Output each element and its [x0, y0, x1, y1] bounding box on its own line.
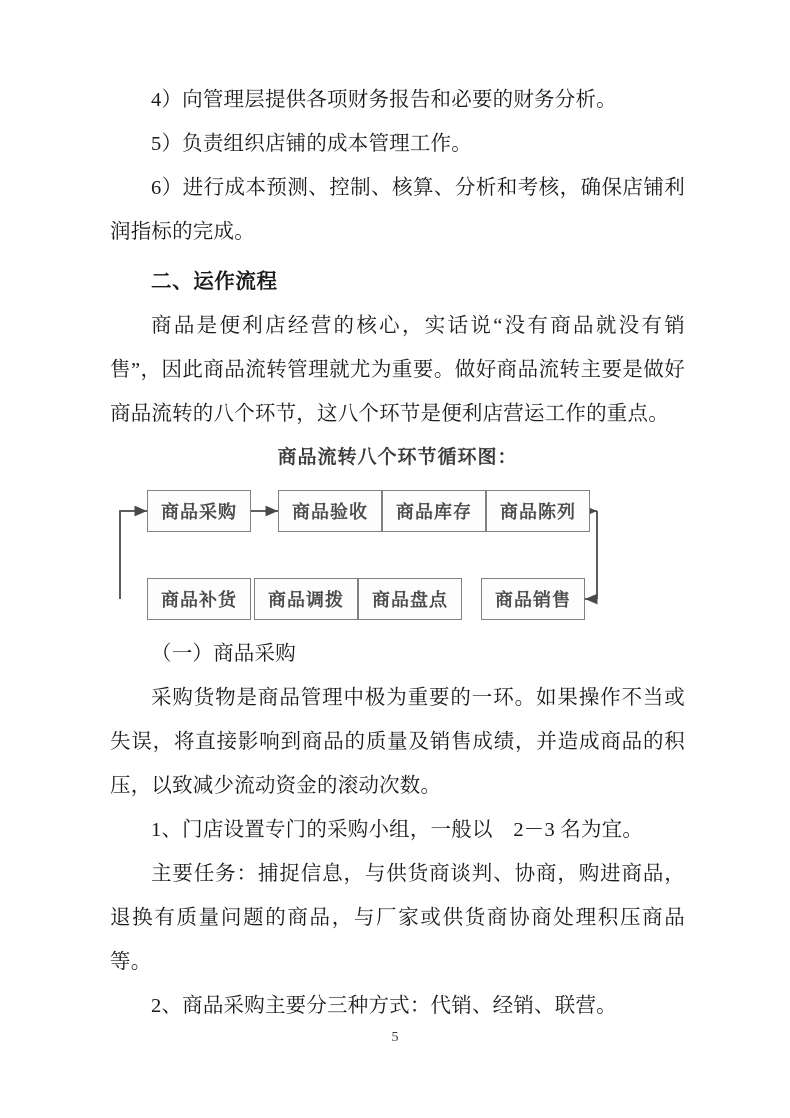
flow-node-bottom-4: 商品销售: [481, 578, 585, 620]
flow-node-bottom-2: 商品调拨: [254, 578, 358, 620]
flow-node-top-2: 商品验收: [278, 490, 382, 532]
section-heading: 二、运作流程: [151, 271, 278, 293]
document-body: [110, 78, 685, 1028]
paragraph-item-4: 4）向管理层提供各项财务报告和必要的财务分析。: [151, 89, 617, 111]
page-number: 5: [391, 1030, 399, 1045]
paragraph-main-tasks: 主要任务：捕捉信息，与供货商谈判、协商，购进商品，退换有质量问题的商品，与厂家或供货商协商处理积压商品等。: [110, 863, 685, 973]
paragraph-item-2: 2、商品采购主要分三种方式：代销、经销、联营。: [151, 995, 617, 1017]
paragraph-intro: 商品是便利店经营的核心，实话说“没有商品就没有销售”，因此商品流转管理就尤为重要。做好商品流转主要是做好商品流转的八个环节，这八个环节是便利店营运工作的重点。: [110, 315, 685, 425]
subsection-heading: （一）商品采购: [151, 643, 296, 665]
flow-node-bottom-1: 商品补货: [147, 578, 251, 620]
flow-node-top-3: 商品库存: [382, 490, 486, 532]
flow-node-bottom-3: 商品盘点: [358, 578, 462, 620]
flowchart: [110, 442, 685, 632]
flowchart-title: 商品流转八个环节循环图：: [277, 447, 518, 468]
paragraph-item-6: 6）进行成本预测、控制、核算、分析和考核，确保店铺利润指标的完成。: [110, 177, 685, 243]
paragraph-item-5: 5）负责组织店铺的成本管理工作。: [151, 133, 472, 155]
paragraph-item-1: 1、门店设置专门的采购小组，一般以 2－3 名为宜。: [151, 819, 644, 841]
flow-node-top-1: 商品采购: [147, 490, 251, 532]
paragraph-procurement-overview: 采购货物是商品管理中极为重要的一环。如果操作不当或失误，将直接影响到商品的质量及销售成绩，并造成商品的积压，以致减少流动资金的滚动次数。: [110, 687, 685, 797]
flow-node-top-4: 商品陈列: [486, 490, 590, 532]
flowchart-canvas: [110, 480, 685, 630]
